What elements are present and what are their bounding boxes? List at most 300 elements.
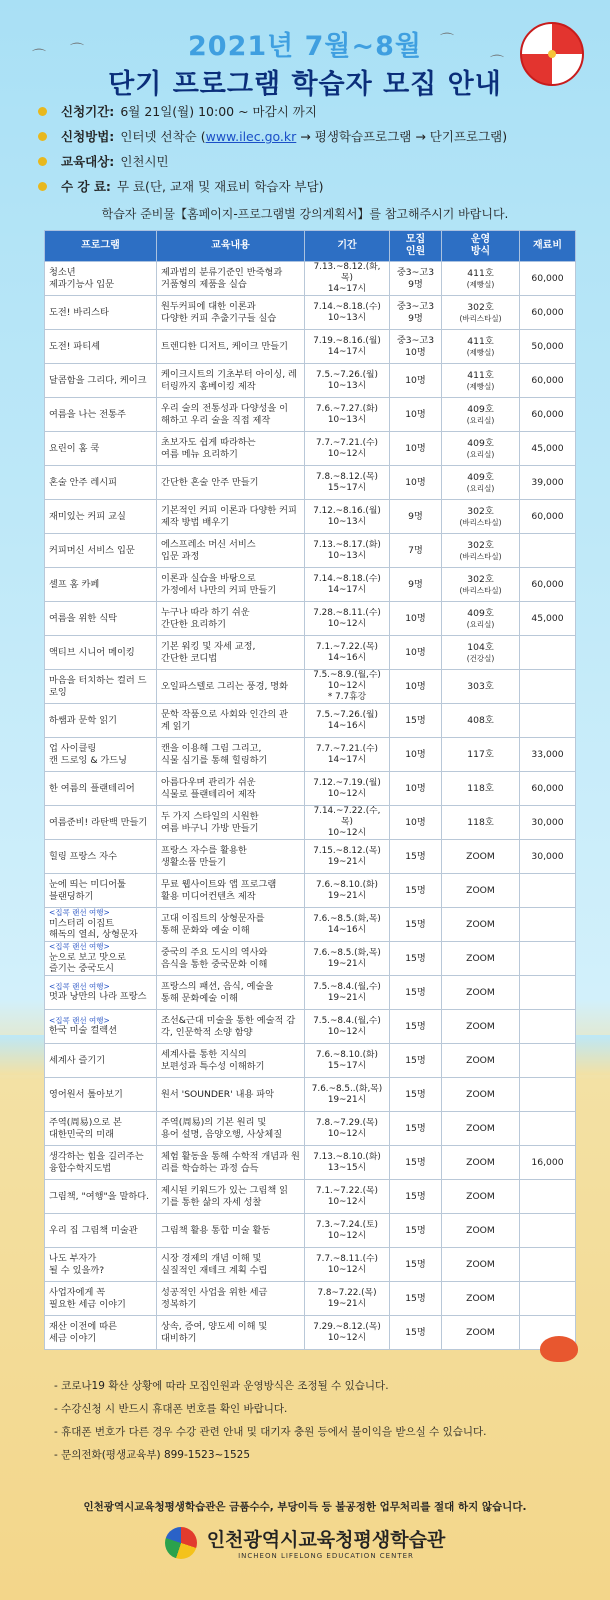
- table-row: [45, 772, 576, 806]
- program-name: 그림책, "여행"을 말하다.: [49, 1190, 150, 1202]
- room-type: (건강실): [466, 653, 495, 663]
- cell-period: 7.13.~8.17.(화) 10~13시: [305, 534, 390, 568]
- cell-program: [45, 1214, 157, 1248]
- cell-description: 성공적인 사업을 위한 세금 정복하기: [157, 1282, 305, 1316]
- preparation-note: 학습자 준비물【홈페이지-프로그램별 강의계획서】를 참고해주시기 바랍니다.: [101, 207, 509, 221]
- program-table: [44, 230, 576, 1350]
- cell-capacity: 7명: [390, 534, 442, 568]
- title-date: 2021년 7월~8월: [188, 31, 422, 62]
- cell-period: 7.29.~8.12.(목) 10~12시: [305, 1316, 390, 1350]
- table-row: [45, 908, 576, 942]
- info-value: 인천시민: [120, 154, 169, 169]
- cell-description: 원서 'SOUNDER' 내용 파악: [157, 1078, 305, 1112]
- program-name: 나도 부자가 될 수 있을까?: [49, 1253, 105, 1276]
- cell-capacity: 15명: [390, 1214, 442, 1248]
- cell-capacity: 15명: [390, 1248, 442, 1282]
- program-name: 커피머신 서비스 입문: [49, 544, 135, 556]
- cell-description: 제시된 키워드가 있는 그림책 읽 기를 통한 삶의 자세 성찰: [157, 1180, 305, 1214]
- cell-method: [442, 1248, 520, 1282]
- table-row: [45, 466, 576, 500]
- program-tag: <집콕 랜선 여행>: [49, 1016, 110, 1026]
- program-name: 마음을 터치하는 컬러 드로잉: [49, 675, 147, 698]
- cell-method: [442, 874, 520, 908]
- table-row: [45, 432, 576, 466]
- cell-program: [45, 670, 157, 704]
- cell-period: 7.8~7.22.(목) 19~21시: [305, 1282, 390, 1316]
- table-row: [45, 568, 576, 602]
- room-name: 411호: [467, 268, 494, 280]
- program-name: 눈에 띄는 미디어툴 블랜딩하기: [49, 879, 126, 902]
- room-name: ZOOM: [466, 918, 495, 930]
- table-row: [45, 330, 576, 364]
- notice-item: - 코로나19 확산 상황에 따라 모집인원과 운영방식은 조정될 수 있습니다.: [54, 1380, 389, 1392]
- bullet-dot: [38, 132, 47, 141]
- room-type: (바리스타실): [459, 517, 502, 527]
- cell-method: [442, 568, 520, 602]
- notice-item: - 휴대폰 번호가 다른 경우 수강 관련 안내 및 대기자 충원 등에서 불이익을 받으실 수 있습니다.: [54, 1426, 487, 1438]
- cell-capacity: 중3~고3 9명: [390, 296, 442, 330]
- cell-program: [45, 398, 157, 432]
- cell-program: [45, 874, 157, 908]
- page-title: 단기 프로그램 학습자 모집 안내: [108, 69, 502, 100]
- cell-description: 프랑스의 패션, 음식, 예술을 통해 문화예술 이해: [157, 976, 305, 1010]
- cell-material-fee: 45,000: [520, 432, 576, 466]
- info-value: 무 료(단, 교재 및 재료비 학습자 부담): [116, 179, 324, 194]
- cell-material-fee: 60,000: [520, 262, 576, 296]
- cell-description: 중국의 주요 도시의 역사와 음식을 통한 중국문화 이해: [157, 942, 305, 976]
- cell-program: [45, 840, 157, 874]
- cell-capacity: 10명: [390, 670, 442, 704]
- info-value: 인터넷 선착순 (: [120, 129, 206, 144]
- cell-description: 아름다우며 관리가 쉬운 식물로 플랜테리어 제작: [157, 772, 305, 806]
- table-row: [45, 806, 576, 840]
- cell-capacity: 15명: [390, 874, 442, 908]
- table-row: [45, 1010, 576, 1044]
- room-name: 302호: [467, 506, 494, 518]
- cell-method: [442, 1180, 520, 1214]
- room-type: (바리스타실): [459, 313, 502, 323]
- table-row: [45, 1282, 576, 1316]
- cell-material-fee: [520, 874, 576, 908]
- cell-method: [442, 704, 520, 738]
- cell-material-fee: [520, 1214, 576, 1248]
- bird-icon: ⌒: [490, 55, 504, 71]
- cell-description: 제과법의 분류기준인 반죽형과 거품형의 제품을 실습: [157, 262, 305, 296]
- cell-capacity: 15명: [390, 908, 442, 942]
- table-row: [45, 1316, 576, 1350]
- cell-method: [442, 534, 520, 568]
- cell-program: [45, 976, 157, 1010]
- cell-material-fee: 30,000: [520, 806, 576, 840]
- info-value: → 평생학습프로그램 → 단기프로그램): [300, 129, 508, 144]
- room-type: (요리실): [466, 415, 495, 425]
- bullet-dot: [38, 157, 47, 166]
- cell-description: 프랑스 자수를 활용한 생활소품 만들기: [157, 840, 305, 874]
- table-body: [45, 262, 576, 1350]
- program-name: 도전! 파티셰: [49, 340, 100, 352]
- cell-program: [45, 466, 157, 500]
- cell-description: 오일파스텔로 그리는 풍경, 명화: [157, 670, 305, 704]
- cell-capacity: 10명: [390, 432, 442, 466]
- table-row: [45, 1112, 576, 1146]
- cell-period: 7.8.~7.29.(목) 10~12시: [305, 1112, 390, 1146]
- room-type: (요리실): [466, 483, 495, 493]
- cell-period: 7.7.~7.21.(수) 10~12시: [305, 432, 390, 466]
- cell-period: 7.5.~8.4.(월,수) 10~12시: [305, 1010, 390, 1044]
- cell-period: 7.19.~8.16.(월) 14~17시: [305, 330, 390, 364]
- cell-capacity: 15명: [390, 1146, 442, 1180]
- cell-description: 주역(周易)의 기본 원리 및 용어 설명, 음양오행, 사상체질: [157, 1112, 305, 1146]
- program-tag: <집콕 랜선 여행>: [49, 942, 110, 952]
- table-row: [45, 534, 576, 568]
- room-name: 302호: [467, 540, 494, 552]
- cell-period: 7.14.~8.18.(수) 10~13시: [305, 296, 390, 330]
- program-name: 한 여름의 플랜테리어: [49, 782, 135, 794]
- program-name: 달콤함을 그리다, 케이크: [49, 374, 147, 386]
- cell-period: 7.6.~8.10.(화) 15~17시: [305, 1044, 390, 1078]
- program-name: 셀프 홈 카페: [49, 578, 100, 590]
- program-tag: <집콕 랜선 여행>: [49, 982, 110, 992]
- cell-program: [45, 364, 157, 398]
- cell-method: [442, 1078, 520, 1112]
- cell-material-fee: [520, 1078, 576, 1112]
- room-name: ZOOM: [466, 952, 495, 964]
- program-name: 여름을 나는 전통주: [49, 408, 126, 420]
- cell-program: [45, 1112, 157, 1146]
- cell-program: [45, 1180, 157, 1214]
- program-name: 도전! 바리스타: [49, 306, 109, 318]
- room-name: 118호: [467, 816, 494, 828]
- cell-material-fee: [520, 1010, 576, 1044]
- cell-program: [45, 432, 157, 466]
- notice-item: - 수강신청 시 반드시 휴대폰 번호를 확인 바랍니다.: [54, 1403, 288, 1415]
- program-name: 요린이 홈 쿡: [49, 442, 100, 454]
- cell-period: 7.6.~8.10.(화) 19~21시: [305, 874, 390, 908]
- cell-method: [442, 1214, 520, 1248]
- room-type: (바리스타실): [459, 551, 502, 561]
- room-name: ZOOM: [466, 1190, 495, 1202]
- room-name: ZOOM: [466, 1088, 495, 1100]
- program-name: 액티브 시니어 메이킹: [49, 646, 135, 658]
- cell-method: [442, 602, 520, 636]
- column-header: 프로그램: [45, 231, 157, 262]
- info-label: 신청방법:: [61, 129, 115, 144]
- cell-material-fee: [520, 976, 576, 1010]
- cell-method: [442, 1112, 520, 1146]
- bird-icon: ⌒: [32, 49, 46, 65]
- cell-capacity: 15명: [390, 1316, 442, 1350]
- bullet-dot: [38, 107, 47, 116]
- cell-capacity: 9명: [390, 568, 442, 602]
- room-name: ZOOM: [466, 1292, 495, 1304]
- cell-program: [45, 772, 157, 806]
- cell-period: 7.14.~7.22.(수,목) 10~12시: [305, 806, 390, 840]
- cell-method: [442, 262, 520, 296]
- cell-capacity: 15명: [390, 976, 442, 1010]
- cell-program: [45, 296, 157, 330]
- cell-material-fee: 60,000: [520, 364, 576, 398]
- table-row: [45, 1044, 576, 1078]
- program-name: 재미있는 커피 교실: [49, 510, 126, 522]
- program-name: 생각하는 힘을 길러주는 융합수학지도법: [49, 1151, 144, 1174]
- room-name: 117호: [467, 748, 494, 760]
- cell-capacity: 15명: [390, 1078, 442, 1112]
- room-type: (제빵실): [466, 347, 495, 357]
- program-name: 여름을 위한 식탁: [49, 612, 117, 624]
- cell-description: 시장 경제의 개념 이해 및 실질적인 재테크 계획 수립: [157, 1248, 305, 1282]
- cell-capacity: 15명: [390, 1180, 442, 1214]
- cell-description: 그림책 활용 통합 미술 활동: [157, 1214, 305, 1248]
- cell-period: 7.15.~8.12.(목) 19~21시: [305, 840, 390, 874]
- cell-period: 7.5.~7.26.(월) 14~16시: [305, 704, 390, 738]
- cell-description: 초보자도 쉽게 따라하는 여름 메뉴 요리하기: [157, 432, 305, 466]
- room-type: (제빵실): [466, 381, 495, 391]
- cell-method: [442, 772, 520, 806]
- cell-capacity: 15명: [390, 704, 442, 738]
- column-header: 기간: [305, 231, 390, 262]
- room-name: 411호: [467, 370, 494, 382]
- cell-period: 7.28.~8.11.(수) 10~12시: [305, 602, 390, 636]
- cell-method: [442, 330, 520, 364]
- cell-capacity: 10명: [390, 738, 442, 772]
- cell-method: [442, 942, 520, 976]
- program-name: 세계사 즐기기: [49, 1054, 106, 1066]
- cell-method: [442, 1316, 520, 1350]
- cell-method: [442, 806, 520, 840]
- cell-material-fee: [520, 1044, 576, 1078]
- bird-icon: ⌒: [440, 33, 454, 49]
- info-list: [38, 99, 578, 199]
- room-name: 104호: [467, 642, 494, 654]
- table-row: [45, 1146, 576, 1180]
- cell-material-fee: 30,000: [520, 840, 576, 874]
- org-name-english: INCHEON LIFELONG EDUCATION CENTER: [238, 1552, 414, 1560]
- cell-program: [45, 704, 157, 738]
- cell-period: 7.5.~8.9.(월,수) 10~12시 * 7.7휴강: [305, 670, 390, 704]
- room-name: ZOOM: [466, 1224, 495, 1236]
- cell-material-fee: [520, 1248, 576, 1282]
- notice-item: - 문의전화(평생교육부) 899-1523~1525: [54, 1449, 251, 1461]
- cell-material-fee: [520, 636, 576, 670]
- cell-program: [45, 1282, 157, 1316]
- table-row: [45, 636, 576, 670]
- room-name: ZOOM: [466, 850, 495, 862]
- cell-material-fee: 60,000: [520, 398, 576, 432]
- table-row: [45, 1078, 576, 1112]
- cell-period: 7.8.~8.12.(목) 15~17시: [305, 466, 390, 500]
- info-value: 6월 21일(월) 10:00 ~ 마감시 까지: [120, 104, 317, 119]
- cell-method: [442, 466, 520, 500]
- program-name: 멋과 낭만의 나라 프랑스: [49, 991, 147, 1003]
- cell-material-fee: [520, 942, 576, 976]
- cell-description: 체험 활동을 통해 수학적 개념과 원 리를 학습하는 과정 습득: [157, 1146, 305, 1180]
- info-target: [38, 149, 578, 174]
- column-header: 운영 방식: [442, 231, 520, 262]
- cell-description: 원두커피에 대한 이론과 다양한 커피 추출기구들 실습: [157, 296, 305, 330]
- bullet-dot: [38, 182, 47, 191]
- cell-capacity: 10명: [390, 466, 442, 500]
- cell-material-fee: [520, 908, 576, 942]
- cell-program: [45, 908, 157, 942]
- room-type: (요리실): [466, 449, 495, 459]
- cell-program: [45, 534, 157, 568]
- cell-capacity: 15명: [390, 1112, 442, 1146]
- cell-period: 7.13.~8.10.(화) 13~15시: [305, 1146, 390, 1180]
- room-name: ZOOM: [466, 884, 495, 896]
- cell-description: 캔을 이용해 그림 그리고, 식물 심기를 통해 힐링하기: [157, 738, 305, 772]
- cell-program: [45, 1316, 157, 1350]
- room-name: 409호: [467, 472, 494, 484]
- room-name: ZOOM: [466, 986, 495, 998]
- program-name: 여름준비! 라탄백 만들기: [49, 816, 148, 828]
- cell-material-fee: 33,000: [520, 738, 576, 772]
- cell-method: [442, 738, 520, 772]
- org-name: 인천광역시교육청평생학습관: [206, 1529, 446, 1551]
- cell-period: 7.5.~8.4.(월,수) 19~21시: [305, 976, 390, 1010]
- column-header: 모집 인원: [390, 231, 442, 262]
- cell-description: 두 가지 스타일의 시원한 여름 바구니 가방 만들기: [157, 806, 305, 840]
- bird-icon: ⌒: [70, 43, 84, 59]
- cell-method: [442, 398, 520, 432]
- cell-material-fee: [520, 670, 576, 704]
- table-row: [45, 262, 576, 296]
- cell-program: [45, 806, 157, 840]
- crab-icon: [540, 1336, 578, 1362]
- cell-description: 조선&근대 미술을 통한 예술적 감 각, 인문학적 소양 함양: [157, 1010, 305, 1044]
- table-row: [45, 602, 576, 636]
- program-name: 하쌤과 문학 읽기: [49, 714, 117, 726]
- program-name: 주역(周易)으로 본 대한민국의 미래: [49, 1117, 122, 1140]
- table-row: [45, 942, 576, 976]
- cell-period: 7.1.~7.22.(목) 10~12시: [305, 1180, 390, 1214]
- room-name: ZOOM: [466, 1326, 495, 1338]
- cell-description: 에스프레소 머신 서비스 입문 과정: [157, 534, 305, 568]
- table-row: [45, 738, 576, 772]
- cell-description: 세계사를 통한 지식의 보편성과 특수성 이해하기: [157, 1044, 305, 1078]
- room-name: ZOOM: [466, 1020, 495, 1032]
- cell-method: [442, 296, 520, 330]
- program-name: 영어원서 톺아보기: [49, 1088, 123, 1100]
- table-header-row: [45, 231, 576, 262]
- room-name: 409호: [467, 438, 494, 450]
- room-type: (바리스타실): [459, 585, 502, 595]
- cell-material-fee: [520, 1180, 576, 1214]
- cell-capacity: 중3~고3 9명: [390, 262, 442, 296]
- cell-capacity: 10명: [390, 364, 442, 398]
- room-name: 409호: [467, 608, 494, 620]
- cell-capacity: 10명: [390, 772, 442, 806]
- cell-description: 무료 웹사이트와 앱 프로그램 활용 미디어컨텐츠 제작: [157, 874, 305, 908]
- cell-method: [442, 364, 520, 398]
- cell-program: [45, 636, 157, 670]
- cell-capacity: 10명: [390, 398, 442, 432]
- cell-material-fee: [520, 1282, 576, 1316]
- cell-capacity: 10명: [390, 636, 442, 670]
- program-name: 청소년 제과기능사 입문: [49, 267, 115, 290]
- cell-description: 케이크시트의 기초부터 아이싱, 레 터링까지 홈베이킹 제작: [157, 364, 305, 398]
- program-tag: <집콕 랜선 여행>: [49, 908, 110, 918]
- cell-description: 기본적인 커피 이론과 다양한 커피 제작 방법 배우기: [157, 500, 305, 534]
- cell-description: 트렌디한 디저트, 케이크 만들기: [157, 330, 305, 364]
- cell-period: 7.1.~7.22.(목) 14~16시: [305, 636, 390, 670]
- website-link[interactable]: www.ilec.go.kr: [205, 129, 297, 144]
- cell-description: 고대 이집트의 상형문자를 통해 문화와 예술 이해: [157, 908, 305, 942]
- cell-capacity: 중3~고3 10명: [390, 330, 442, 364]
- room-type: (제빵실): [466, 279, 495, 289]
- room-name: 411호: [467, 336, 494, 348]
- cell-capacity: 15명: [390, 1282, 442, 1316]
- cell-material-fee: 50,000: [520, 330, 576, 364]
- room-name: ZOOM: [466, 1054, 495, 1066]
- program-name: 힐링 프랑스 자수: [49, 850, 117, 862]
- cell-material-fee: [520, 534, 576, 568]
- table-row: [45, 364, 576, 398]
- cell-material-fee: 60,000: [520, 772, 576, 806]
- cell-period: 7.6.~8.5.(화,목) 14~16시: [305, 908, 390, 942]
- cell-program: [45, 602, 157, 636]
- table-row: [45, 704, 576, 738]
- room-name: 408호: [467, 714, 494, 726]
- room-name: 409호: [467, 404, 494, 416]
- room-type: (요리실): [466, 619, 495, 629]
- cell-program: [45, 1248, 157, 1282]
- cell-period: 7.3.~7.24.(토) 10~12시: [305, 1214, 390, 1248]
- cell-description: 우리 술의 전통성과 다양성을 이 해하고 우리 술을 직접 제작: [157, 398, 305, 432]
- room-name: 302호: [467, 574, 494, 586]
- cell-program: [45, 1010, 157, 1044]
- cell-program: [45, 568, 157, 602]
- cell-description: 상속, 증여, 양도세 이해 및 대비하기: [157, 1316, 305, 1350]
- room-name: ZOOM: [466, 1258, 495, 1270]
- cell-period: 7.6.~8.5..(화,목) 19~21시: [305, 1078, 390, 1112]
- info-label: 교육대상:: [61, 154, 115, 169]
- cell-description: 누구나 따라 하기 쉬운 간단한 요리하기: [157, 602, 305, 636]
- room-name: 302호: [467, 302, 494, 314]
- cell-method: [442, 432, 520, 466]
- cell-method: [442, 500, 520, 534]
- table-row: [45, 670, 576, 704]
- cell-capacity: 15명: [390, 1010, 442, 1044]
- cell-description: 간단한 혼술 안주 만들기: [157, 466, 305, 500]
- cell-period: 7.7.~7.21.(수) 14~17시: [305, 738, 390, 772]
- table-row: [45, 840, 576, 874]
- cell-period: 7.6.~7.27.(화) 10~13시: [305, 398, 390, 432]
- room-name: 303호: [467, 680, 494, 692]
- cell-material-fee: [520, 1112, 576, 1146]
- cell-program: [45, 738, 157, 772]
- column-header: 교육내용: [157, 231, 305, 262]
- column-header: 재료비: [520, 231, 576, 262]
- cell-capacity: 15명: [390, 840, 442, 874]
- program-name: 미스터리 이집트 해독의 열쇠, 상형문자: [49, 917, 138, 941]
- cell-program: [45, 330, 157, 364]
- org-block: [207, 1525, 446, 1560]
- cell-material-fee: 16,000: [520, 1146, 576, 1180]
- info-label: 신청기간:: [61, 104, 115, 119]
- table-row: [45, 296, 576, 330]
- program-name: 사업자에게 꼭 필요한 세금 이야기: [49, 1287, 126, 1310]
- program-name: 혼술 안주 레시피: [49, 476, 117, 488]
- cell-period: 7.12.~7.19.(월) 10~12시: [305, 772, 390, 806]
- cell-material-fee: [520, 704, 576, 738]
- cell-period: 7.14.~8.18.(수) 14~17시: [305, 568, 390, 602]
- cell-method: [442, 976, 520, 1010]
- table-row: [45, 1180, 576, 1214]
- cell-material-fee: 60,000: [520, 296, 576, 330]
- cell-program: [45, 942, 157, 976]
- room-name: ZOOM: [466, 1122, 495, 1134]
- cell-material-fee: 45,000: [520, 602, 576, 636]
